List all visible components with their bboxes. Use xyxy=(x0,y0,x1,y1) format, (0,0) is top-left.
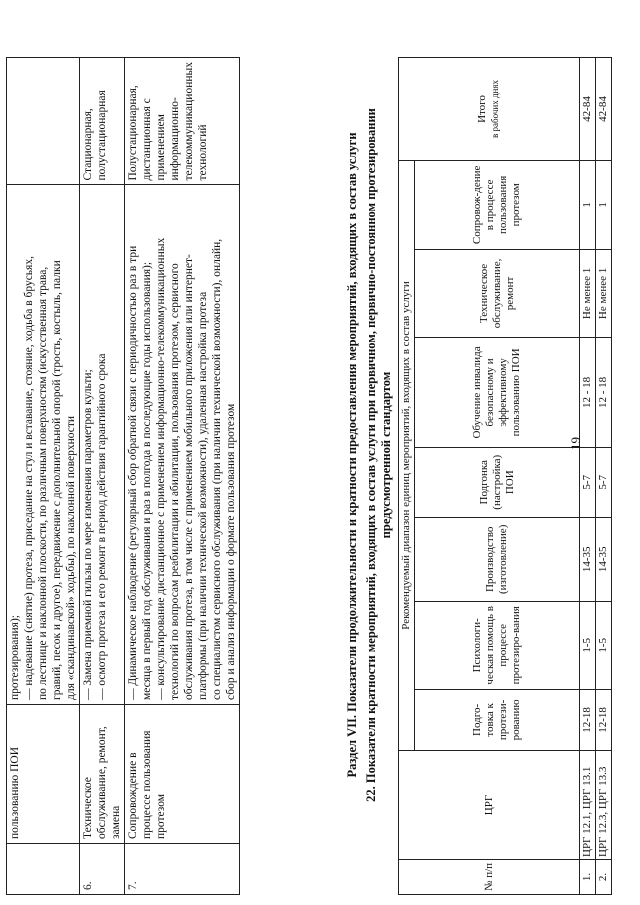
service-form-cell xyxy=(7,58,80,185)
row-number-cell: 7. xyxy=(125,844,240,895)
table-row xyxy=(80,58,125,895)
description-line: обслуживания протеза, в том числе с применением мобильного приложения или интернет- xyxy=(183,254,195,700)
description-line: протезирования); xyxy=(9,615,21,700)
table-row xyxy=(596,58,612,895)
header-group: Рекомендуемый диапазон единиц мероприятий, входящих в состав услуги xyxy=(399,161,415,751)
header-psych: Психологи-ческая помощь в процессе протезиро-вания xyxy=(415,601,580,689)
description-line: для «скандинавской» ходьбы), по наклонной поверхности xyxy=(65,415,77,700)
description-line: месяца в первый год обслуживания и раз в полгода в последующие годы использования); xyxy=(141,261,153,700)
description-line: — осмотр протеза и его ремонт в период действия гарантийного срока xyxy=(96,353,108,700)
row-num: 2. xyxy=(596,860,612,895)
row-prep: 12-18 xyxy=(596,689,612,750)
row-psych: 1-5 xyxy=(596,601,612,689)
row-number-cell: 6. xyxy=(80,844,125,895)
activity-name-cell: Техническое обслуживание, ремонт, замена xyxy=(80,705,125,844)
activity-name-cell: Сопровождение в процессе пользования протезом xyxy=(125,705,240,844)
row-crg: ЦРГ 12.3, ЦРГ 13.3 xyxy=(596,751,612,860)
description-line: — Динамическое наблюдение (регулярный сбор обратной связи с периодичностью раз в три xyxy=(127,245,139,700)
description-line: технологий по вопросам реабилитации и абилитации, пользования протезом, сервисного xyxy=(169,263,181,700)
description-line: — Замена приемной гильзы по мере изменения параметров культи; xyxy=(82,369,94,700)
header-train: Обучение инвалида безопасному и эффективному пользованию ПОИ xyxy=(415,338,580,447)
row-train: 12 - 18 xyxy=(596,338,612,447)
row-support: 1 xyxy=(596,161,612,250)
description-line: гравий, песок и другое), передвижение с дополнительной опорой (трость, костыль, палки xyxy=(51,260,63,700)
section-title: Раздел VII. Показатели продолжительности и кратности предоставления мероприятий, входящих в состав услуги xyxy=(345,132,359,778)
row-number-cell xyxy=(7,844,80,895)
header-total xyxy=(399,58,580,161)
row-total: 42-84 xyxy=(596,58,612,161)
frequency-table xyxy=(398,57,612,895)
description-line: сбор и анализ информации о формате пользования протезом xyxy=(225,403,237,700)
description-line: — надевание (снятие) протеза, приседание на стул и вставание, стояние, ходьба в брусьях, xyxy=(23,256,35,700)
table-row xyxy=(580,58,596,895)
subsection-title xyxy=(364,25,394,885)
row-train: 12 - 18 xyxy=(580,338,596,447)
service-form-cell: Стационарная, полустационарная xyxy=(80,58,125,185)
activity-description-cell xyxy=(80,185,125,705)
row-maint: Не менее 1 xyxy=(580,249,596,337)
table-row xyxy=(125,58,240,895)
page-number: 19 xyxy=(568,437,583,450)
header-maint: Техническое обслуживание, ремонт xyxy=(415,249,580,337)
header-prod: Производство (изготовление) xyxy=(415,517,580,601)
service-form-cell: Полустационарная, дистанционная с применением информационно-телекоммуникационных технологий xyxy=(125,58,240,185)
header-support: Сопровож-дение в процессе пользования протезом xyxy=(415,161,580,250)
activity-description-cell xyxy=(125,185,240,705)
services-table xyxy=(6,57,240,895)
row-fit: 5-7 xyxy=(596,447,612,517)
header-prep: Подго-товка к протези-рованию xyxy=(415,689,580,750)
header-num: № п/п xyxy=(399,860,580,895)
description-line: платформы (при наличии технической возможности), удаленная настройка протеза xyxy=(197,291,209,700)
row-prod: 14-35 xyxy=(580,517,596,601)
row-crg: ЦРГ 12.1, ЦРГ 13.1 xyxy=(580,751,596,860)
header-row xyxy=(399,58,415,895)
row-fit: 5-7 xyxy=(580,447,596,517)
activity-description-cell xyxy=(7,185,80,705)
description-line: — консультирование дистанционное с применением информационно-телекоммуникационных xyxy=(155,237,167,700)
subsection-title-line: 22. Показатели кратности мероприятий, входящих в состав услуги при первичном, первично-постоянном протезировании xyxy=(364,108,378,802)
description-line: со специалистом сервисного обслуживания (при наличии технической возможности), онлайн, xyxy=(211,238,223,700)
row-maint: Не менее 1 xyxy=(596,249,612,337)
row-psych: 1-5 xyxy=(580,601,596,689)
header-total-label: Итого xyxy=(476,95,488,123)
description-line: по лестнице и наклонной плоскости, по различным поверхностям (искусственная трава, xyxy=(37,266,49,700)
row-num: 1. xyxy=(580,860,596,895)
row-support: 1 xyxy=(580,161,596,250)
row-total: 42-84 xyxy=(580,58,596,161)
activity-name-cell: пользованию ПОИ xyxy=(7,705,80,844)
row-prod: 14-35 xyxy=(596,517,612,601)
row-prep: 12-18 xyxy=(580,689,596,750)
header-fit: Подгонка (настройка) ПОИ xyxy=(415,447,580,517)
header-total-unit: в рабочих днях xyxy=(490,80,500,138)
header-crg: ЦРГ xyxy=(399,751,580,860)
subsection-title-line: предусмотренной стандартом xyxy=(379,371,393,539)
table-row xyxy=(7,58,80,895)
